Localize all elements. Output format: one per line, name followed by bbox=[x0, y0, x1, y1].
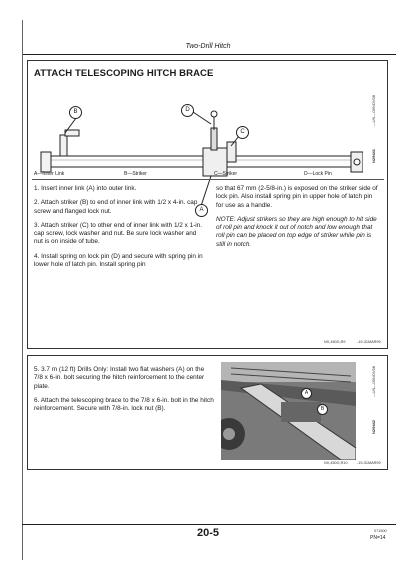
figure-code: N29441 bbox=[371, 149, 376, 164]
instructions-left bbox=[34, 185, 204, 275]
page-number: 20-5 bbox=[196, 527, 220, 539]
footer-rule bbox=[22, 524, 396, 525]
left-margin-rule bbox=[22, 20, 23, 560]
header-rule bbox=[22, 54, 396, 55]
figure-side-note: —UN—09NOV98 bbox=[371, 95, 376, 127]
hitch-photo-drawing bbox=[221, 362, 356, 460]
instructions-section2 bbox=[34, 366, 214, 419]
step-5: 5. 3.7 m (12 ft) Drills Only: Install two flat washers (A) on the 7/8 x 6-in. bolt securing the hitch reinforcement to the center plate. bbox=[34, 366, 205, 390]
legend-a: A—Inner Link bbox=[34, 171, 65, 177]
section1-date: -19-31MAR99 bbox=[357, 340, 381, 344]
section2-code: NX,450G,R10 bbox=[324, 461, 348, 465]
callout-b: B bbox=[69, 106, 82, 119]
callout-c: C bbox=[236, 126, 249, 139]
section-install-brace bbox=[27, 355, 388, 470]
step-2: 2. Attach striker (B) to end of inner link with 1/2 x 4-in. cap screw and flanged lock nut. bbox=[34, 199, 198, 215]
legend-d: D—Lock Pin bbox=[304, 171, 332, 177]
section-telescoping-brace bbox=[27, 60, 388, 349]
step-4-continued: so that 67 mm (2-5/8-in.) is exposed on the striker side of lock pin. Also install spring pin in upper hole of latch pin for use as a handle. bbox=[216, 185, 378, 209]
section1-code: NX,450G,R9 bbox=[324, 340, 346, 344]
pn-label: PN=14 bbox=[370, 535, 386, 541]
photo-callout-b: B bbox=[317, 404, 328, 415]
legend-b: B—Striker bbox=[124, 171, 147, 177]
page-header-title: Two-Drill Hitch bbox=[185, 43, 231, 50]
step-6: 6. Attach the telescoping brace to the 7/8 x 6-in. bolt in the hitch reinforcement. Secure with 7/8-in. lock nut (B). bbox=[34, 396, 214, 413]
legend-rule bbox=[32, 179, 384, 180]
legend-c: C—Striker bbox=[214, 171, 238, 177]
note: NOTE: Adjust strikers so they are high enough to hit side of roll pin and knock it out of notch and low enough that roll pin can be placed on top edge of striker while pin is still in notch. bbox=[216, 215, 377, 248]
photo-code: N29442 bbox=[371, 420, 376, 435]
callout-d: D bbox=[181, 104, 194, 117]
step-3: 3. Attach striker (C) to other end of inner link with 1/2 x 1-in. cap screw, lock washer and nut. Be sure lock washer and nut is on inside of tube. bbox=[34, 221, 203, 246]
doc-code: 071500 bbox=[374, 529, 387, 533]
photo-side-note: —UN—09NOV98 bbox=[371, 366, 376, 398]
photo-callout-a: A bbox=[301, 388, 312, 399]
section-title: ATTACH TELESCOPING HITCH BRACE bbox=[34, 68, 214, 79]
step-4: 4. Install spring on lock pin (D) and secure with spring pin in lower hole of latch pin. Install spring pin bbox=[34, 252, 203, 269]
instructions-right bbox=[216, 185, 378, 255]
callout-a: A bbox=[195, 204, 208, 217]
step-1: 1. Insert inner link (A) into outer link. bbox=[34, 185, 137, 192]
hitch-photo bbox=[221, 362, 356, 460]
section2-date: -19-31MAR99 bbox=[357, 461, 381, 465]
